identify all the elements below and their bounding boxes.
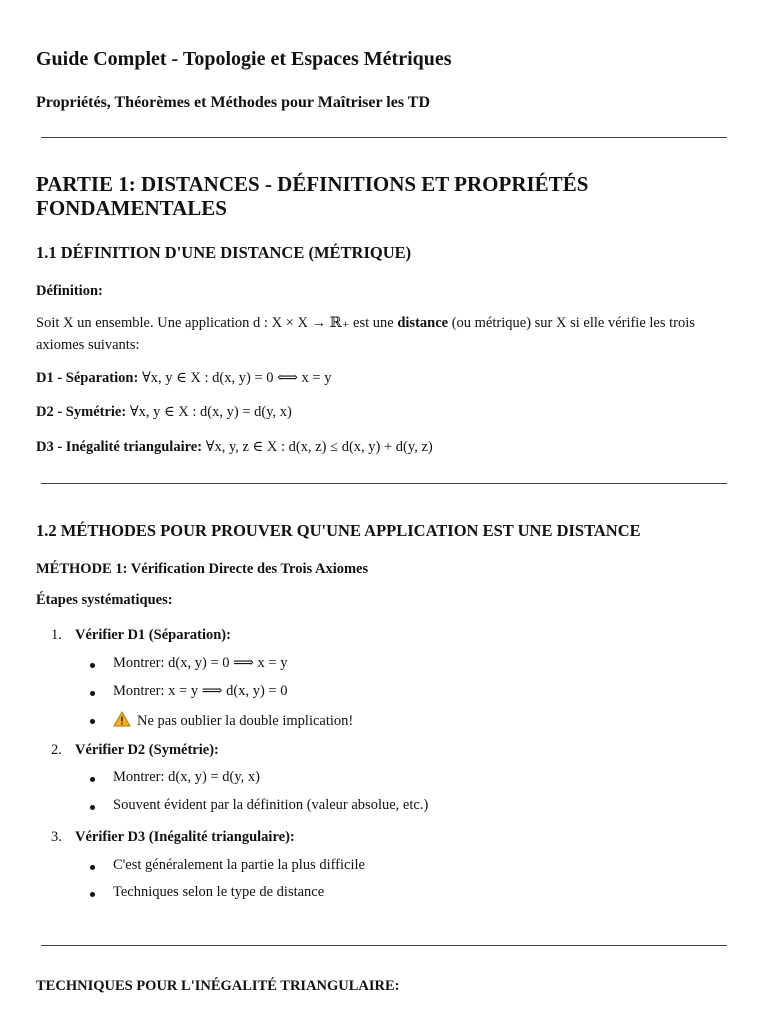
definition-label: Définition: [36, 283, 103, 299]
step-1-label: Vérifier D1 (Séparation): [75, 627, 231, 643]
section-1-1-heading: 1.1 DÉFINITION D'UNE DISTANCE (MÉTRIQUE) [36, 243, 412, 262]
techniques-heading: TECHNIQUES POUR L'INÉGALITÉ TRIANGULAIRE: [36, 978, 400, 994]
step-3-item: Techniques selon le type de distance [113, 884, 325, 900]
step-2-number: 2. [51, 742, 62, 758]
section-1-2-heading: 1.2 MÉTHODES POUR PROUVER QU'UNE APPLICATION EST UNE DISTANCE [36, 521, 641, 540]
bullet [90, 691, 95, 696]
warning-icon [113, 711, 131, 732]
step-2-item: Montrer: d(x, y) = d(y, x) [113, 769, 260, 785]
divider [41, 483, 727, 484]
definition-text: Soit X un ensemble. Une application d : X × X → ℝ₊ est une distance (ou métrique) sur X si elle vérifie les trois axiomes suivants: [36, 315, 695, 353]
step-1-number: 1. [51, 627, 62, 643]
axiom-d2: D2 - Symétrie: ∀x, y ∈ X : d(x, y) = d(y, x) [36, 404, 292, 420]
bullet [90, 719, 95, 724]
divider [41, 137, 727, 138]
bullet [90, 777, 95, 782]
step-3-item: C'est généralement la partie la plus difficile [113, 857, 365, 873]
bullet [90, 865, 95, 870]
divider [41, 945, 727, 946]
axiom-d3: D3 - Inégalité triangulaire: ∀x, y, z ∈ X : d(x, z) ≤ d(x, y) + d(y, z) [36, 439, 433, 455]
step-1-item: Montrer: x = y ⟹ d(x, y) = 0 [113, 683, 288, 699]
bullet [90, 892, 95, 897]
axiom-d1: D1 - Séparation: ∀x, y ∈ X : d(x, y) = 0 ⟺ x = y [36, 370, 332, 386]
page-title: Guide Complet - Topologie et Espaces Métriques [36, 48, 452, 70]
bullet [90, 663, 95, 668]
step-1-item-warning: Ne pas oublier la double implication! [113, 711, 353, 732]
page-subtitle: Propriétés, Théorèmes et Méthodes pour Maîtriser les TD [36, 94, 430, 111]
method-1-heading: MÉTHODE 1: Vérification Directe des Trois Axiomes [36, 561, 369, 577]
step-3-label: Vérifier D3 (Inégalité triangulaire): [75, 829, 295, 845]
step-2-item: Souvent évident par la définition (valeur absolue, etc.) [113, 797, 429, 813]
step-1-item: Montrer: d(x, y) = 0 ⟹ x = y [113, 655, 288, 671]
step-3-number: 3. [51, 829, 62, 845]
steps-label: Étapes systématiques: [36, 592, 173, 608]
distance-term: distance [397, 315, 449, 331]
step-2-label: Vérifier D2 (Symétrie): [75, 742, 219, 758]
part-1-heading: PARTIE 1: DISTANCES - DÉFINITIONS ET PROPRIÉTÉS FONDAMENTALES [36, 172, 589, 220]
bullet [90, 805, 95, 810]
